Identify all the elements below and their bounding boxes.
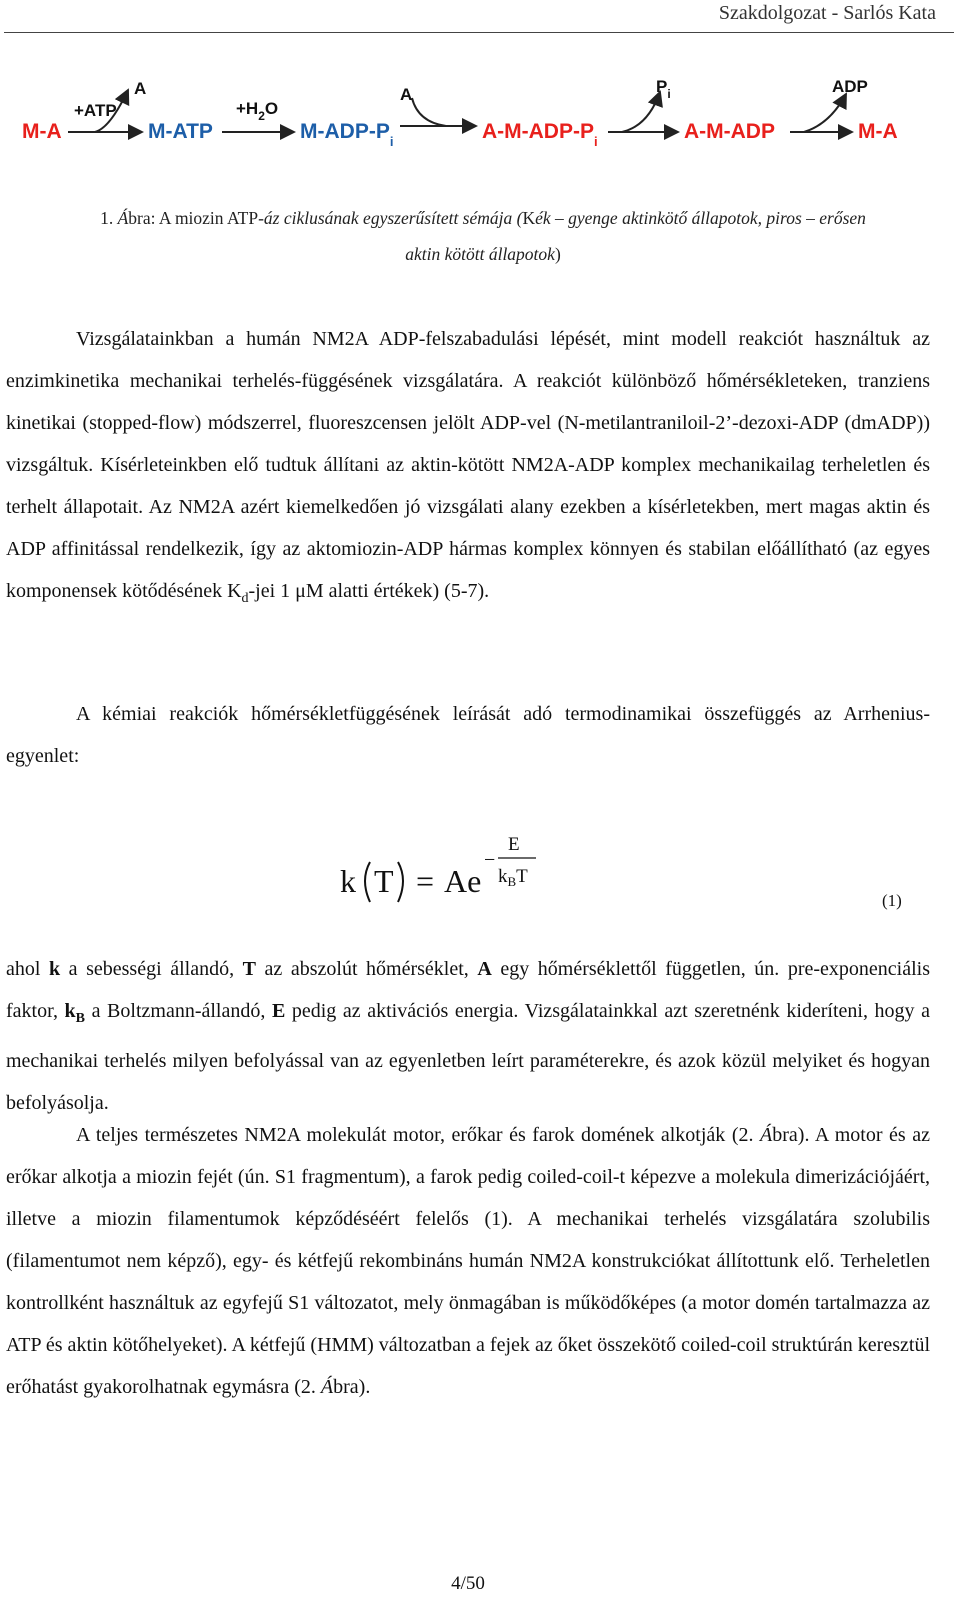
arrow-adp-out xyxy=(804,94,846,132)
state-m-a-end: M-A xyxy=(858,120,898,143)
label-h2o: $+H_2O$ xyxy=(236,99,279,123)
caption-line-2: aktin kötött állapotok) xyxy=(405,244,561,264)
state-m-atp: M-ATP xyxy=(148,120,213,143)
label-atp: +ATP xyxy=(74,101,117,120)
svg-text:Ae: Ae xyxy=(444,863,482,899)
state-a-m-adp: A-M-ADP xyxy=(684,120,775,143)
svg-text:−: − xyxy=(484,849,496,871)
caption-line-1: 1. Ábra: A miozin ATP-áz ciklusának egyszerűsített sémája (Kék – gyenge aktinkötő állapotok, piros – erősen xyxy=(100,208,866,228)
label-pi: $P_i$ xyxy=(656,77,671,101)
svg-text:=: = xyxy=(416,863,435,899)
svg-text:k: k xyxy=(340,863,356,899)
state-m-a-start: M-A xyxy=(22,120,62,143)
arrow-pi-out xyxy=(622,92,660,132)
figure-caption xyxy=(20,200,946,272)
svg-text:E: E xyxy=(508,834,520,855)
paragraph-1: Vizsgálatainkban a humán NM2A ADP-felszabadulási lépését, mint modell reakciót használtuk az enzimkinetika mechanikai terhelés-függésének vizsgálatára. A reakciót különböző hőmérsékleteken, tranziens kinetikai (stopped-flow) módszerrel, fluoreszcensen jelölt ADP-vel (N-metilantraniloil-2’-dezoxi-ADP (dmADP)) vizsgáltuk. Kísérleteinkben elő tudtuk állítani az aktin-kötött NM2A-ADP komplex mechanikailag terheletlen és terhelt állapotait. Az NM2A azért kiemelkedően jó vizsgálati alany ezekben a kísérletekben, mert magas aktin és ADP affinitással rendelkezik, így az aktomiozin-ADP hármas komplex könnyen és stabilan előállítható (az egyes komponensek kötődésének $K_d$-jei 1 μM alatti értékek) (5-7). xyxy=(6,328,931,606)
state-m-adp-pi: $M-ADP-P_i$ xyxy=(300,120,394,149)
svg-text:T: T xyxy=(374,863,394,899)
reaction-scheme xyxy=(0,70,960,170)
state-a-m-adp-pi: $A-M-ADP-P_i$ xyxy=(482,120,598,149)
running-header: Szakdolgozat - Sarlós Kata xyxy=(718,2,936,24)
label-a-in: A xyxy=(400,85,413,104)
header-rule xyxy=(4,32,954,33)
paragraph-3: ahol k a sebességi állandó, T az abszolút hőmérséklet, A egy hőmérséklettől független, ún. pre-exponenciális faktor, $k_B$ a Boltzmann-állandó, E pedig az aktivációs energia. Vizsgálatainkkal azt szeretnénk kideríteni, hogy a mechanikai terhelés milyen befolyással van az egyenletben leírt paraméterekre, és azok közül melyiket és hogyan befolyásolja. xyxy=(6,958,931,1114)
equation-number: (1) xyxy=(882,891,902,910)
paragraph-4: A teljes természetes NM2A molekulát motor, erőkar és farok domének alkotják (2. Ábra). A motor és az erőkar alkotja a miozin fejét (ún. S1 fragmentum), a farok pedig coiled-coil-t képezve a molekula dimerizációjáért, illetve a miozin filamentumok képződéséért felelős (1). A mechanikai terhelés vizsgálatára szolubilis (filamentumot nem képző), egy- és kétfejű rekombináns humán NM2A konstrukciókat állítottunk elő. Terheletlen kontrollként használtuk az egyfejű S1 változatot, mely önmagában is működőképes (a motor domén tartalmazza az ATP és aktin kötőhelyeket). A kétfejű (HMM) változatban a fejek az őket összekötő coiled-coil struktúrán keresztül erőhatást gyakorolhatnak egymásra (2. Ábra). xyxy=(6,1124,930,1398)
arrow-actin-rebind-in xyxy=(412,98,446,126)
label-a-out: A xyxy=(134,79,147,98)
page-number: 4/50 xyxy=(451,1573,485,1594)
arrhenius-equation xyxy=(330,820,930,920)
svg-text:kBT: $k_BT$ xyxy=(498,866,528,889)
paragraph-2: A kémiai reakciók hőmérsékletfüggésének leírását adó termodinamikai összefüggés az Arrhenius-egyenlet: xyxy=(6,703,930,767)
label-adp: ADP xyxy=(832,77,868,96)
